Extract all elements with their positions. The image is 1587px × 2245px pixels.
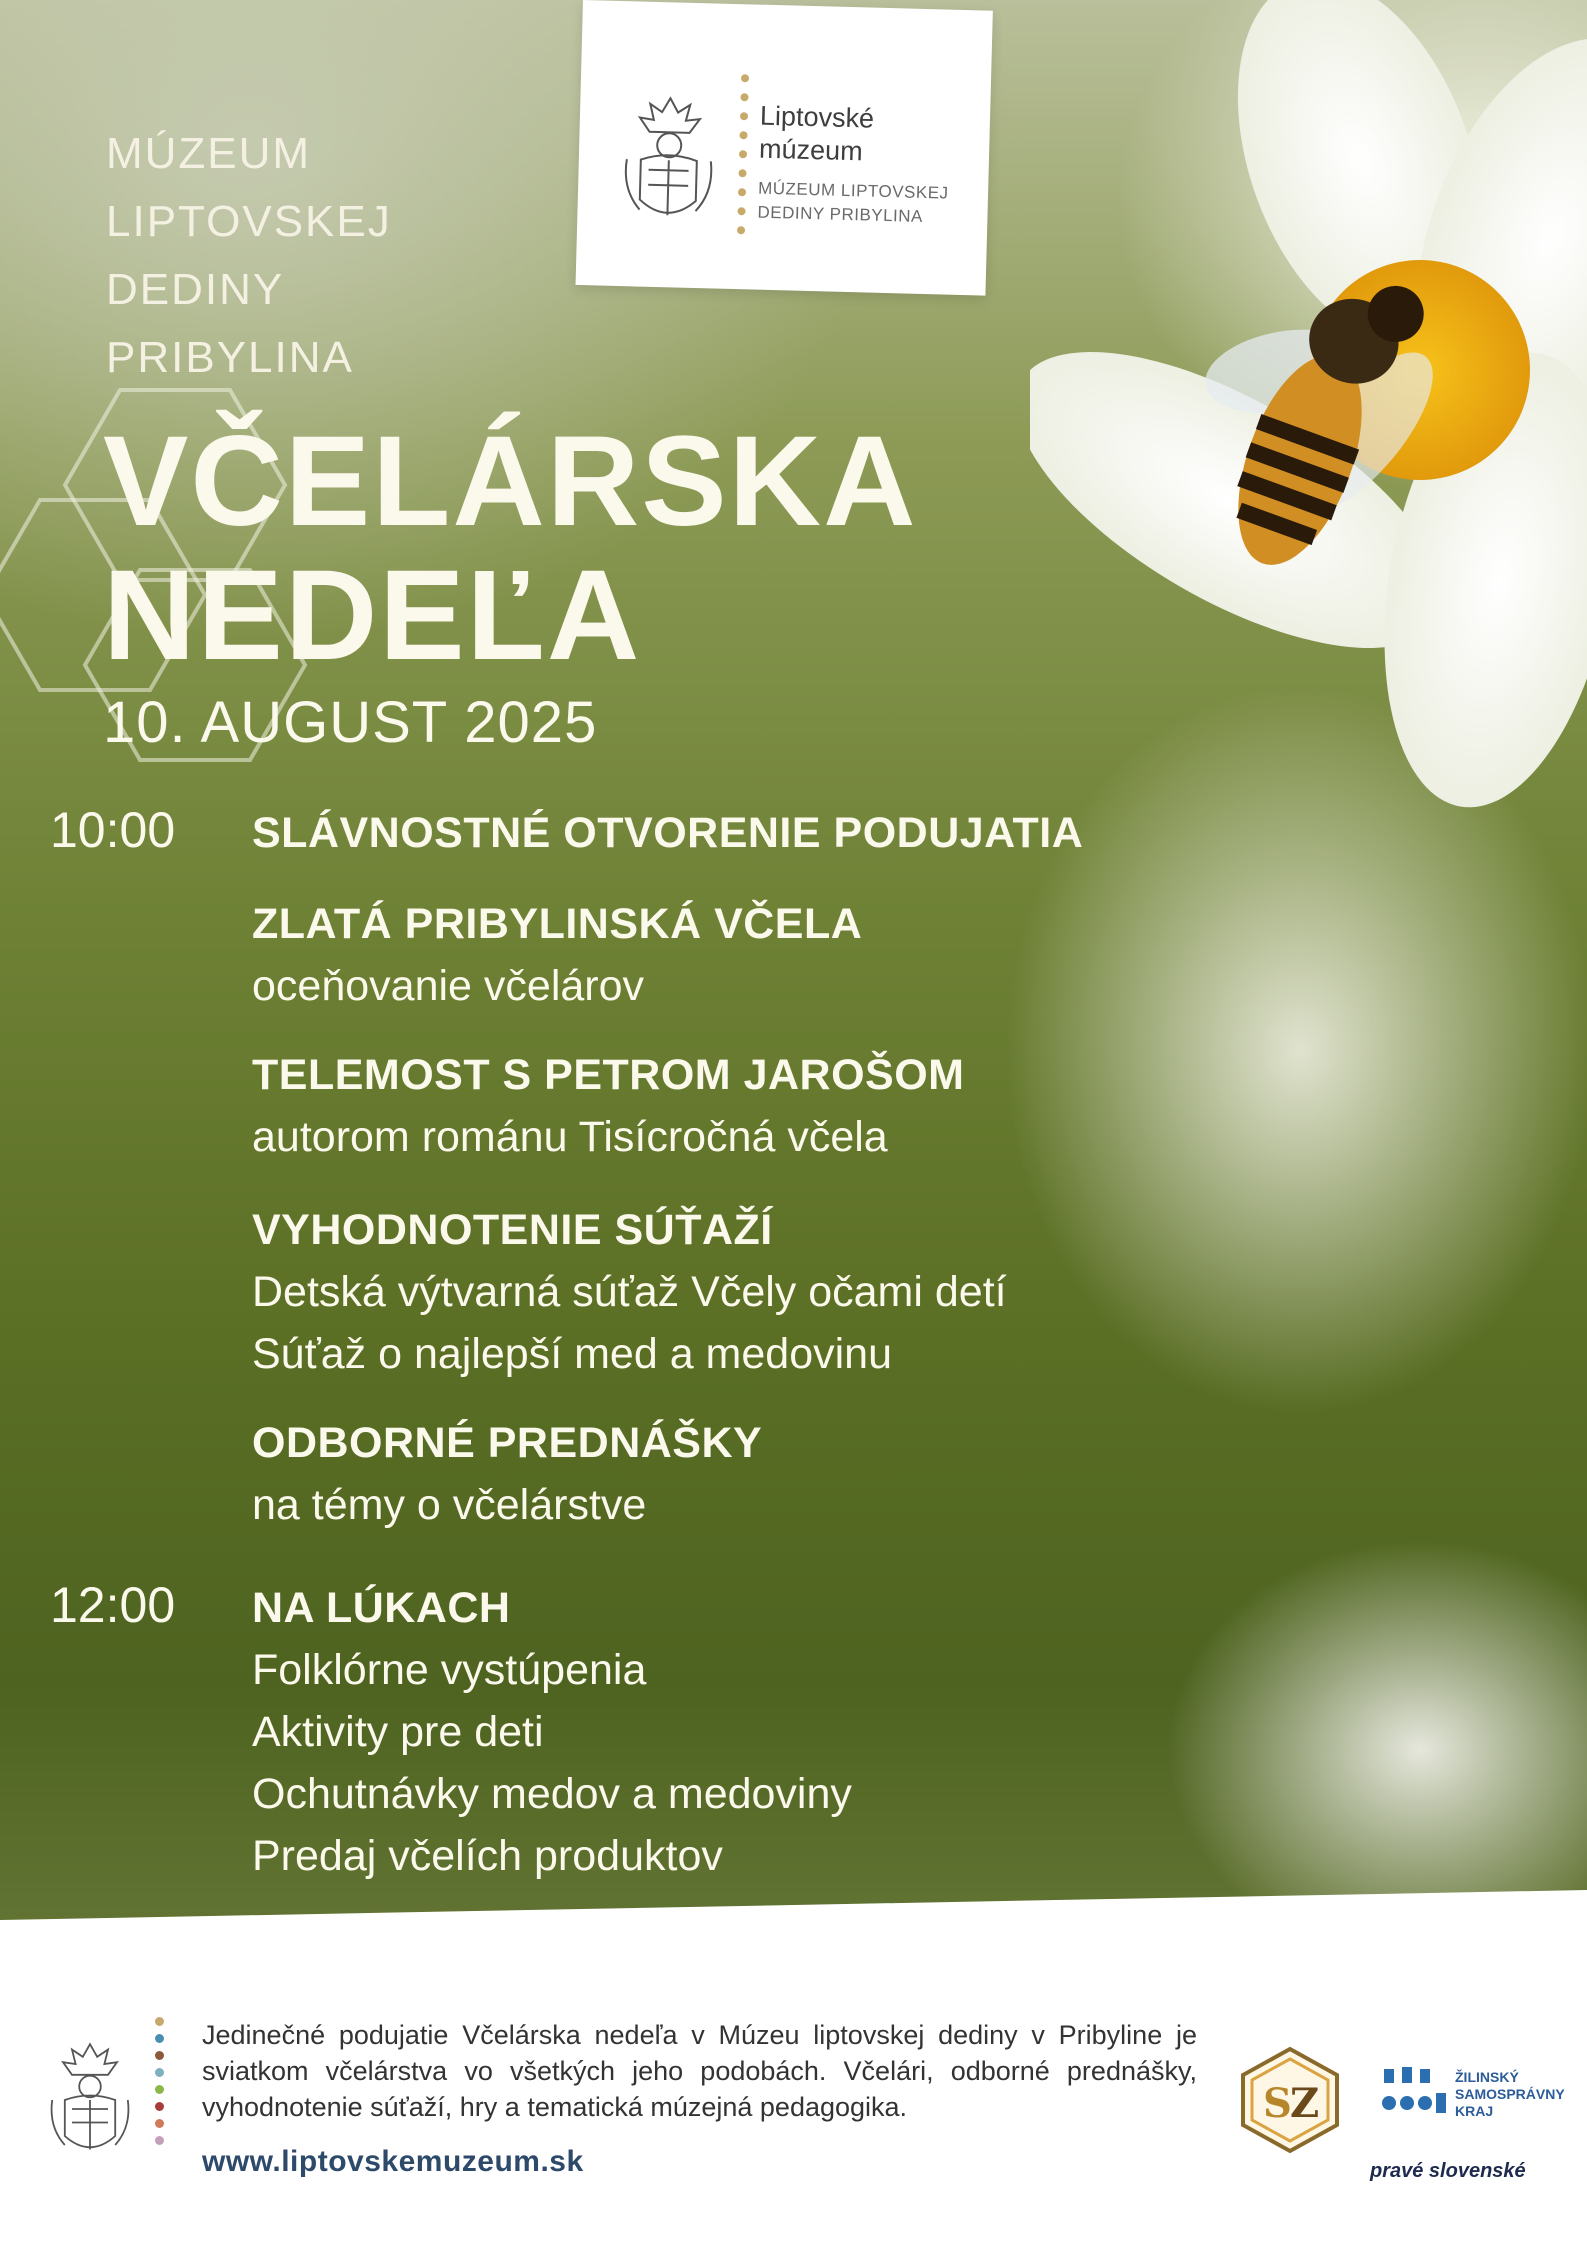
program-item bbox=[252, 1412, 762, 1536]
coat-of-arms-icon bbox=[45, 2035, 135, 2165]
zilina-region-emblem-icon bbox=[1380, 2063, 1450, 2123]
zilina-region-label bbox=[1455, 2069, 1565, 2120]
svg-text:Z: Z bbox=[1290, 2080, 1320, 2127]
museum-name-line: DEDINY bbox=[106, 265, 285, 314]
event-title bbox=[103, 410, 918, 687]
footer-description: Jedinečné podujatie Včelárska nedeľa v Múzeu liptovskej dediny v Pribyline je sviatkom včelárstva vo všetkých jeho podobách. Včelári, odborné prednášky, vyhodnotenie súťaží, hry a tematická múzejná pedagogika. bbox=[202, 2020, 1197, 2122]
zsk-line: KRAJ bbox=[1455, 2103, 1494, 2119]
museum-name-line: MÚZEUM bbox=[106, 129, 312, 178]
logo-title-line: Liptovské bbox=[759, 100, 875, 134]
logo-subtitle-line: MÚZEUM LIPTOVSKEJ bbox=[757, 178, 949, 203]
beekeepers-association-logo bbox=[1235, 2045, 1345, 2155]
program-item-detail: Súťaž o najlepší med a medovinu bbox=[252, 1330, 893, 1378]
event-title-line: VČELÁRSKA bbox=[103, 410, 918, 553]
program-item-detail: autorom románu Tisícročná včela bbox=[252, 1113, 888, 1161]
program-item-heading: ODBORNÉ PREDNÁŠKY bbox=[252, 1419, 763, 1467]
museum-name-line: PRIBYLINA bbox=[106, 333, 354, 382]
time-slot: 12:00 bbox=[50, 1577, 176, 1633]
event-title-line: NEDEĽA bbox=[103, 544, 642, 687]
logo-dots bbox=[737, 74, 749, 245]
program-item-detail: oceňovanie včelárov bbox=[252, 962, 645, 1010]
footer-dots bbox=[155, 2017, 164, 2153]
event-date: 10. AUGUST 2025 bbox=[103, 690, 598, 755]
bee-flower-illustration bbox=[1030, 0, 1587, 820]
program-item-detail: Ochutnávky medov a medoviny bbox=[252, 1770, 852, 1818]
program-item-heading: TELEMOST S PETROM JAROŠOM bbox=[252, 1051, 965, 1099]
program-item bbox=[252, 893, 862, 1017]
program-item-heading: ZLATÁ PRIBYLINSKÁ VČELA bbox=[252, 900, 863, 948]
logo-title bbox=[759, 100, 875, 169]
program-item-heading: SLÁVNOSTNÉ OTVORENIE PODUJATIA bbox=[252, 809, 1084, 857]
program-item bbox=[252, 802, 1083, 864]
program-item bbox=[252, 1199, 1007, 1385]
prave-slovenske-text: pravé slovenské bbox=[1370, 2160, 1526, 2182]
program-item-heading: NA LÚKACH bbox=[252, 1584, 511, 1632]
logo-title-line: múzeum bbox=[758, 133, 864, 167]
logo-subtitle bbox=[757, 177, 949, 230]
program-item-heading: VYHODNOTENIE SÚŤAŽÍ bbox=[252, 1206, 773, 1254]
svg-text:S: S bbox=[1263, 2080, 1292, 2127]
zsk-line: SAMOSPRÁVNY bbox=[1455, 2086, 1565, 2102]
time-slot: 10:00 bbox=[50, 802, 176, 858]
program-item bbox=[252, 1044, 965, 1168]
coat-of-arms-icon bbox=[617, 89, 721, 232]
zsk-line: ŽILINSKÝ bbox=[1455, 2069, 1519, 2085]
prave-slovenske-logo bbox=[1370, 2160, 1526, 2183]
program-item-detail: Aktivity pre deti bbox=[252, 1708, 544, 1756]
museum-name-line: LIPTOVSKEJ bbox=[106, 197, 392, 246]
logo-subtitle-line: DEDINY PRIBYLINA bbox=[757, 202, 924, 226]
program-item-detail: Folklórne vystúpenia bbox=[252, 1646, 647, 1694]
program-item-detail: Predaj včelích produktov bbox=[252, 1832, 723, 1880]
museum-logo-card bbox=[576, 0, 993, 296]
program-item-detail: na témy o včelárstve bbox=[252, 1481, 647, 1529]
program-item-detail: Detská výtvarná súťaž Včely očami detí bbox=[252, 1268, 1007, 1316]
museum-name bbox=[106, 120, 392, 392]
footer bbox=[0, 1935, 1587, 2245]
program-item bbox=[252, 1577, 852, 1887]
website-link[interactable]: www.liptovskemuzeum.sk bbox=[202, 2145, 584, 2178]
